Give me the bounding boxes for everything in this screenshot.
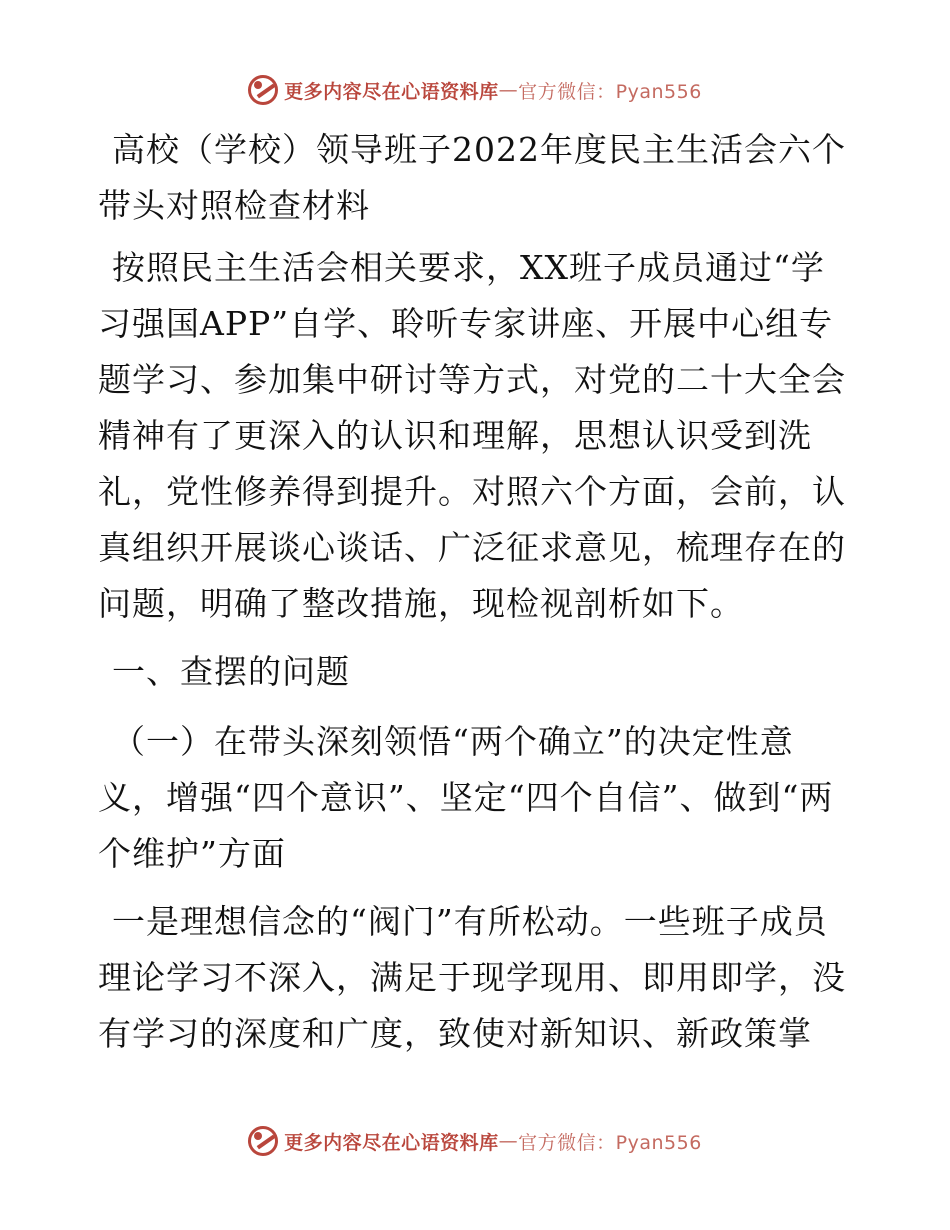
- watermark-separator: —: [498, 1130, 519, 1152]
- document-title: 高校（学校）领导班子2022年度民主生活会六个带头对照检查材料: [98, 130, 846, 225]
- pen-seal-icon: [248, 75, 278, 105]
- watermark-contact-text: 官方微信：Pyan556: [518, 80, 702, 103]
- document-body: [98, 122, 858, 1062]
- section-heading: 一、查摆的问题: [112, 652, 350, 691]
- watermark-contact-text: 官方微信：Pyan556: [518, 1131, 702, 1154]
- watermark-brand-text: 更多内容尽在心语资料库: [284, 80, 499, 103]
- intro-paragraph: 按照民主生活会相关要求，XX班子成员通过“学习强国APP”自学、聆听专家讲座、开展中心组专题学习、参加集中研讨等方式，对党的二十大全会精神有了更深入的认识和理解，思想认识受到洗礼，党性修养得到提升。对照六个方面，会前，认真组织开展谈心谈话、广泛征求意见，梳理存在的问题，明确了整改措施，现检视剖析如下。: [98, 248, 846, 623]
- point-paragraph: 一是理想信念的“阀门”有所松动。一些班子成员理论学习不深入，满足于现学现用、即用即学，没有学习的深度和广度，致使对新知识、新政策掌: [98, 902, 846, 1053]
- pen-seal-icon: [248, 1126, 278, 1156]
- watermark-separator: —: [498, 79, 519, 101]
- watermark-brand-text: 更多内容尽在心语资料库: [284, 1131, 499, 1154]
- watermark-footer: [0, 1121, 950, 1161]
- watermark-header: [0, 70, 950, 110]
- subsection-heading: （一）在带头深刻领悟“两个确立”的决定性意义，增强“四个意识”、坚定“四个自信”、做到“两个维护”方面: [98, 722, 834, 873]
